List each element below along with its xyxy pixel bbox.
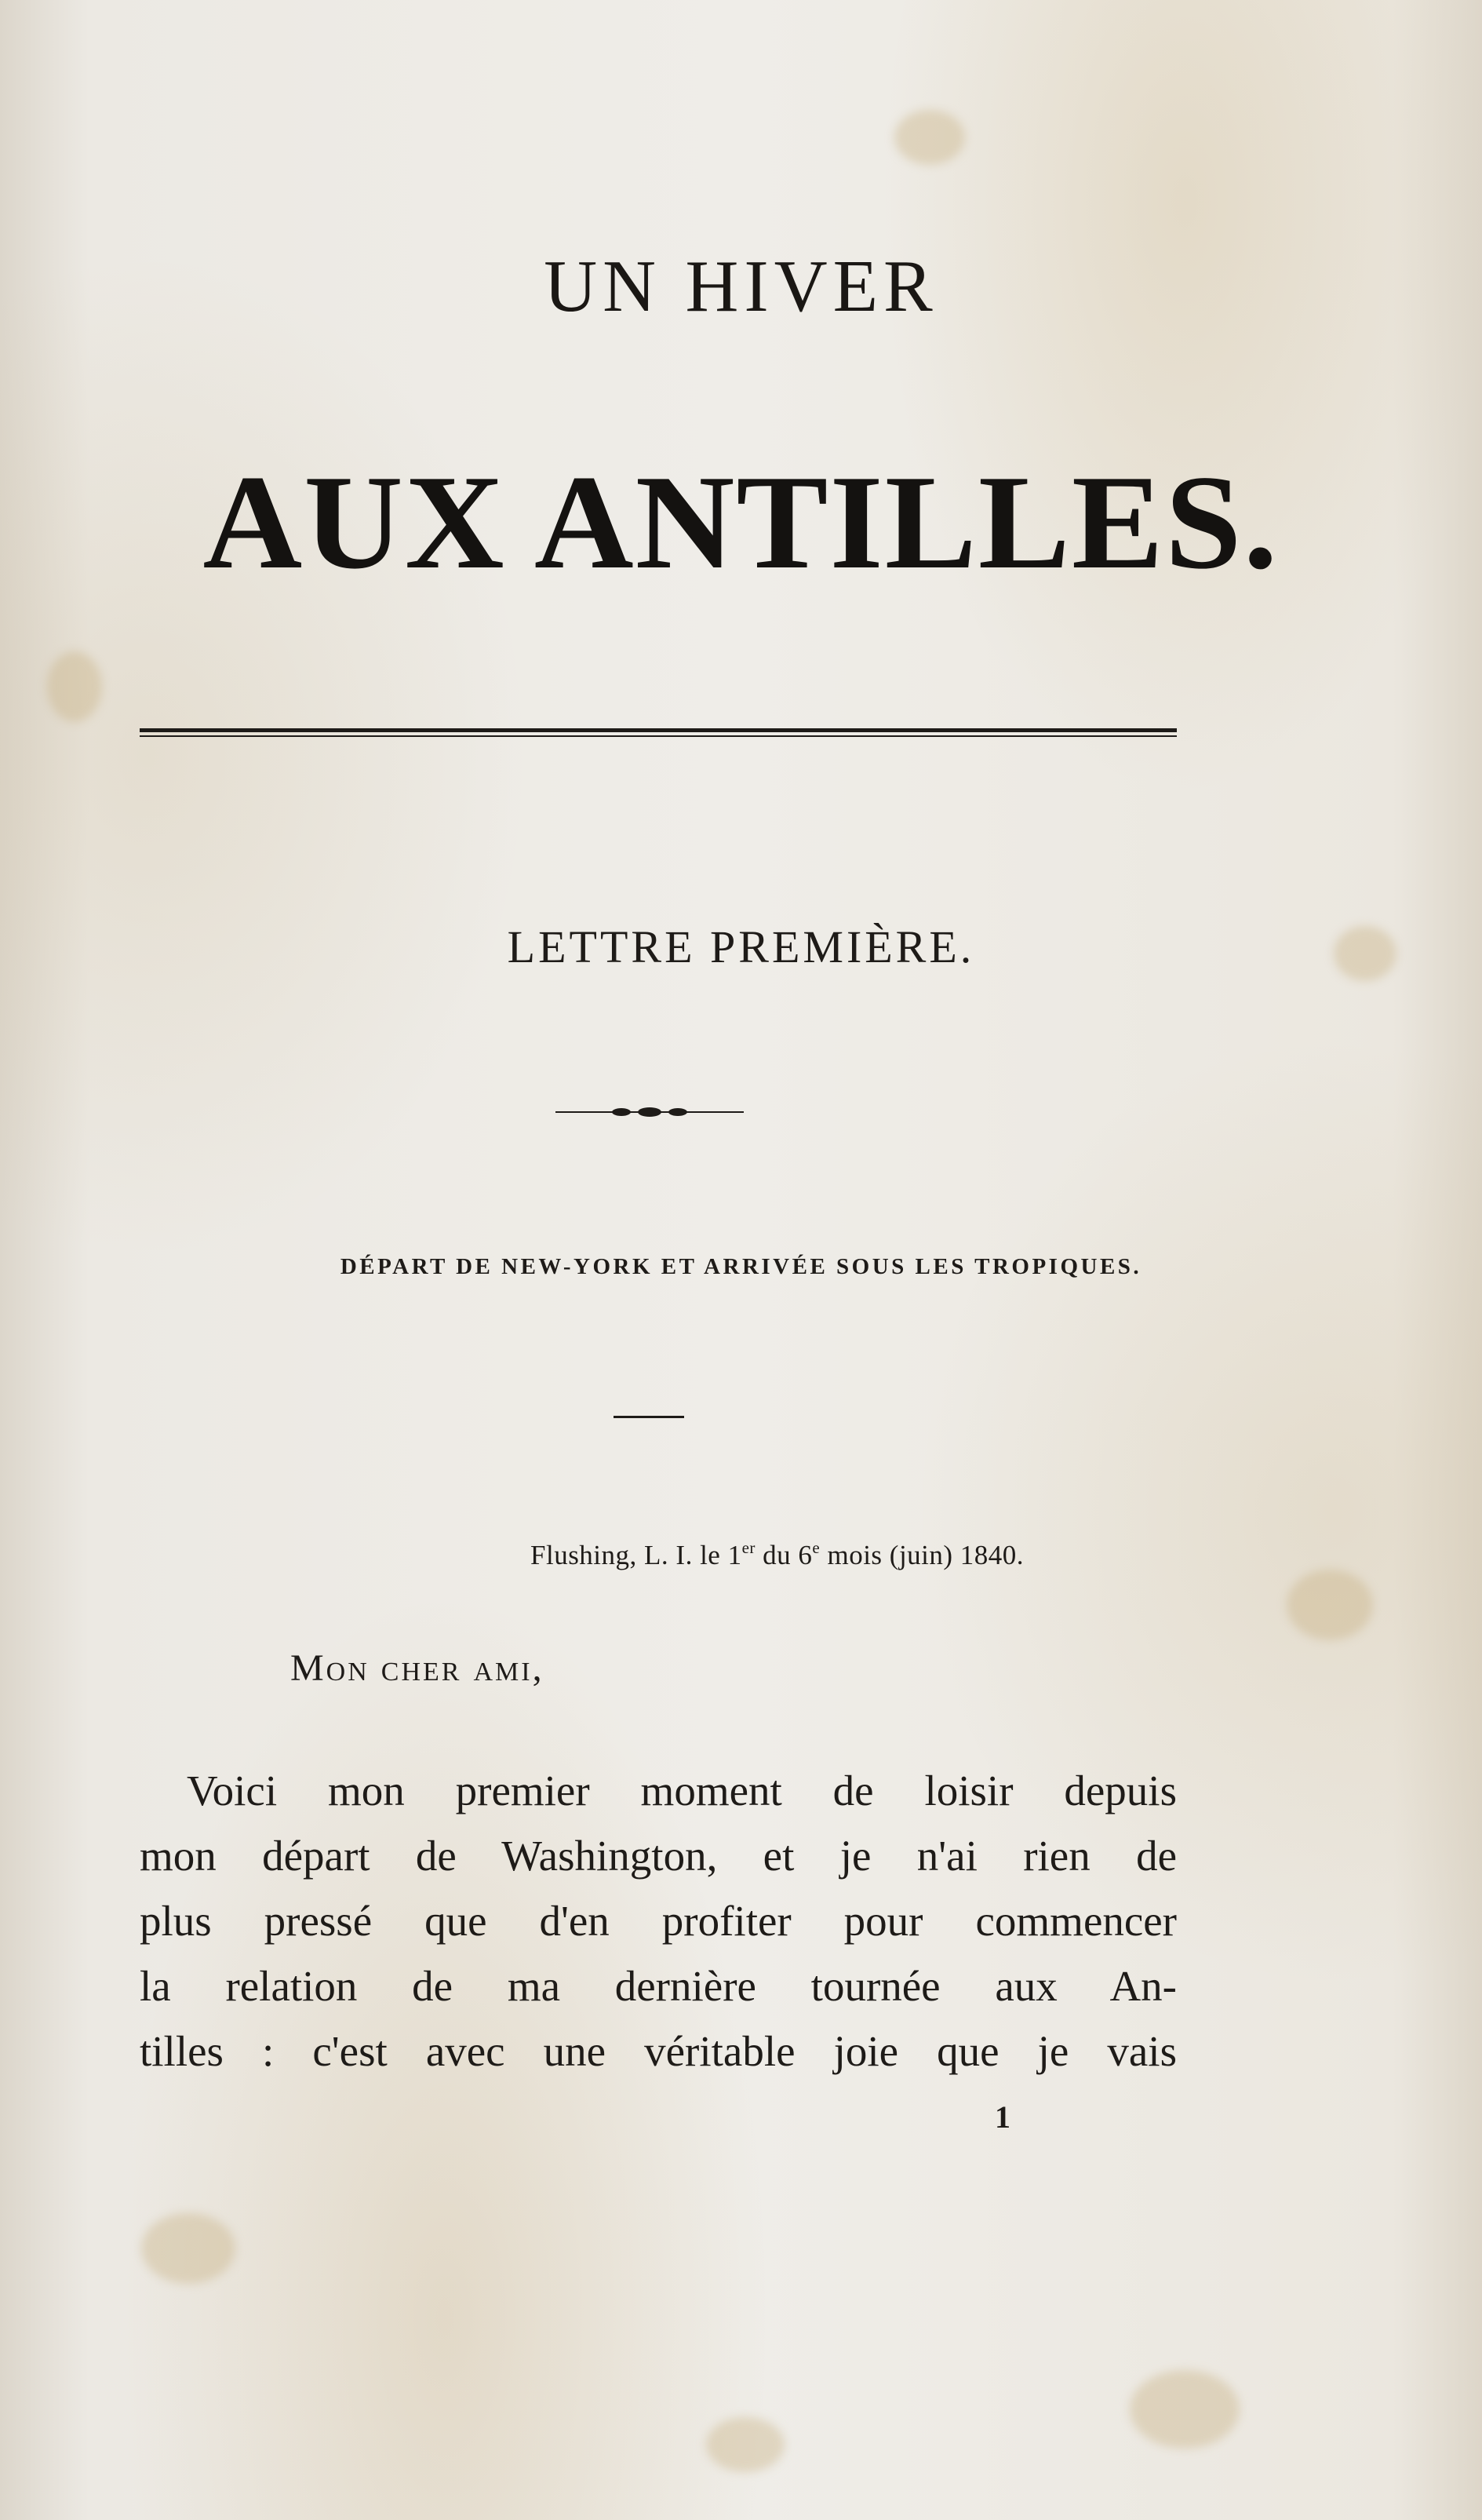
dateline [530, 1540, 1024, 1569]
ornament-divider [555, 1103, 744, 1121]
foxing-stain [1130, 2370, 1240, 2449]
page-number: 1 [995, 2099, 1010, 2135]
dateline-place: Flushing, L. I. le 1 [530, 1540, 742, 1570]
rule-thin [140, 735, 1177, 737]
dateline-month-sup: e [812, 1538, 821, 1557]
letter-heading: LETTRE PREMIÈRE. [507, 921, 975, 972]
foxing-stain [141, 2213, 235, 2284]
letter-subtitle: DÉPART DE NEW-YORK ET ARRIVÉE SOUS LES TROPIQUES. [340, 1254, 1142, 1279]
foxing-stain [894, 110, 965, 165]
short-rule [614, 1416, 684, 1418]
body-paragraph [140, 1758, 1177, 2084]
body-line: plus pressé que d'en profiter pour commencer [140, 1897, 1177, 1945]
dateline-rest: mois (juin) 1840. [820, 1540, 1025, 1570]
foxing-stain [706, 2417, 785, 2472]
dateline-day-sup: er [741, 1538, 756, 1557]
foxing-stain [47, 651, 102, 722]
body-line: mon départ de Washington, et je n'ai rien de [140, 1832, 1177, 1880]
body-line: Voici mon premier moment de loisir depuis [187, 1767, 1177, 1814]
body-line: tilles : c'est avec une véritable joie que je vais [140, 2027, 1177, 2075]
title-line-2: AUX ANTILLES. [202, 448, 1280, 597]
rule-thick [140, 728, 1177, 732]
body-line: la relation de ma dernière tournée aux An- [140, 1962, 1177, 2010]
title-line-1: UN HIVER [544, 246, 938, 327]
salutation: Mon cher ami, [290, 1647, 544, 1689]
title-double-rule [140, 728, 1177, 738]
foxing-stain [1287, 1570, 1373, 1640]
dateline-month-pre: du 6 [755, 1540, 813, 1570]
